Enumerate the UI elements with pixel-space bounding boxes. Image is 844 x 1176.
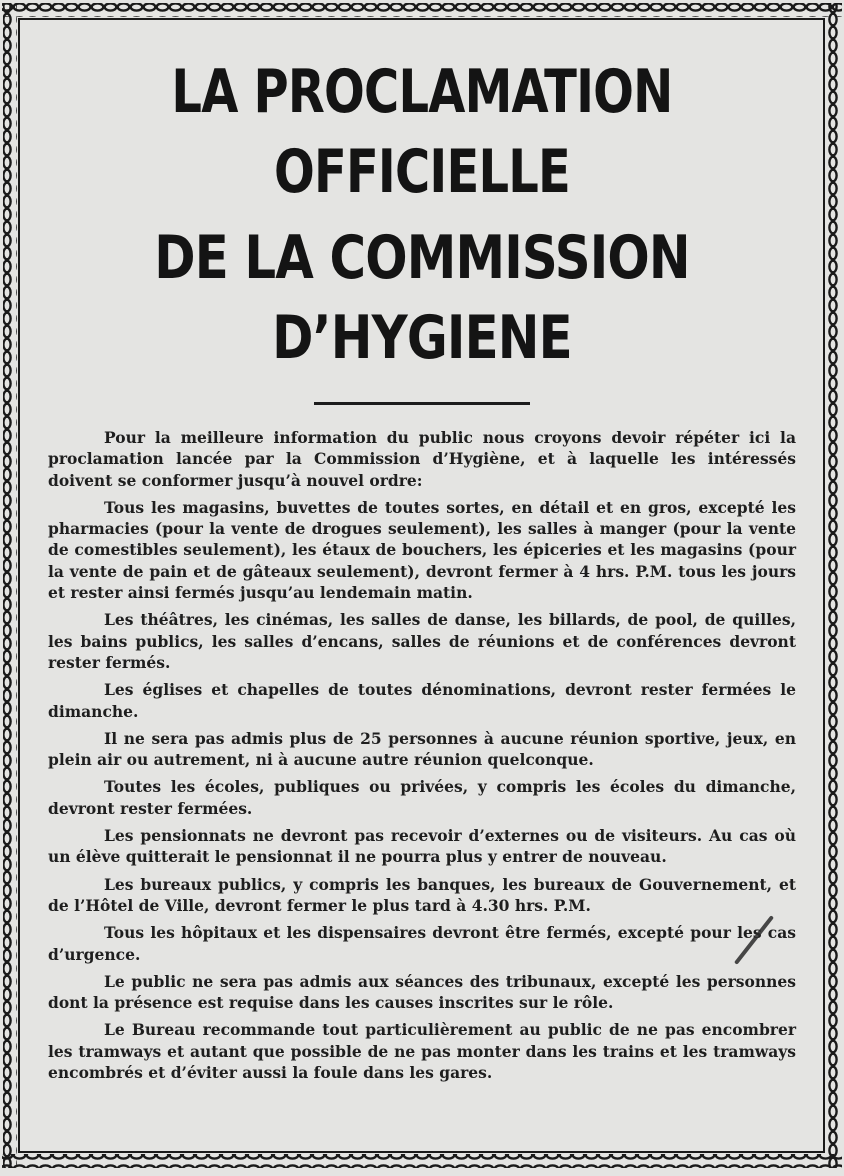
paragraph-hospitals: Tous les hôpitaux et les dispensaires devront être fermés, excepté pour les cas d’urgence.: [48, 923, 796, 964]
paragraph-churches: Les églises et chapelles de toutes dénominations, devront rester fermées le dimanche.: [48, 680, 796, 721]
proclamation-body: [48, 40, 796, 1089]
paragraph-boarding-schools: Les pensionnats ne devront pas recevoir d’externes ou de visiteurs. Au cas où un élève quitterait le pensionnat il ne pourra plus y entrer de nouveau.: [48, 826, 796, 867]
paragraph-theatres: Les théâtres, les cinémas, les salles de danse, les billards, de pool, de quilles, les bains publics, les salles d’encans, salles de réunions et de conférences devront rester fermés.: [48, 610, 796, 672]
headline-line-2: DE LA COMMISSION D’HYGIENE: [154, 223, 690, 373]
paragraph-stores: Tous les magasins, buvettes de toutes sortes, en détail et en gros, excepté les pharmacies (pour la vente de drogues seulement), les salles à manger (pour la vente de comestibles seulement), les étaux de bouchers, les épiceries et les magasins (pour la vente de pain et de gâteaux seulement), devront fermer à 4 hrs. P.M. tous les jours et rester ainsi fermés jusqu’au lendemain matin.: [48, 497, 796, 603]
proclamation-text: [48, 427, 796, 1083]
divider-rule: [314, 402, 530, 405]
headline-line-1: LA PROCLAMATION OFFICIELLE: [171, 57, 673, 207]
paragraph-intro: Pour la meilleure information du public nous croyons devoir répéter ici la proclamation lancée par la Commission d’Hygiène, et à laquelle les intéressés doivent se conformer jusqu’à nouvel ordre:: [48, 428, 796, 490]
paragraph-public-offices: Les bureaux publics, y compris les banques, les bureaux de Gouvernement, et de l’Hôtel de Ville, devront fermer le plus tard à 4.30 hrs. P.M.: [48, 874, 796, 915]
paragraph-courts: Le public ne sera pas admis aux séances des tribunaux, excepté les personnes dont la présence est requise dans les causes inscrites sur le rôle.: [48, 971, 796, 1013]
paragraph-schools: Toutes les écoles, publiques ou privées, y compris les écoles du dimanche, devront rester fermées.: [48, 777, 796, 818]
paragraph-gatherings: Il ne sera pas admis plus de 25 personnes à aucune réunion sportive, jeux, en plein air ou autrement, ni à aucune autre réunion quelconque.: [48, 728, 796, 770]
paragraph-tramways: Le Bureau recommande tout particulièrement au public de ne pas encombrer les tramways et autant que possible de ne pas monter dans les trains et les tramways encombrés et d’éviter aussi la foule dans les gares.: [48, 1020, 796, 1083]
